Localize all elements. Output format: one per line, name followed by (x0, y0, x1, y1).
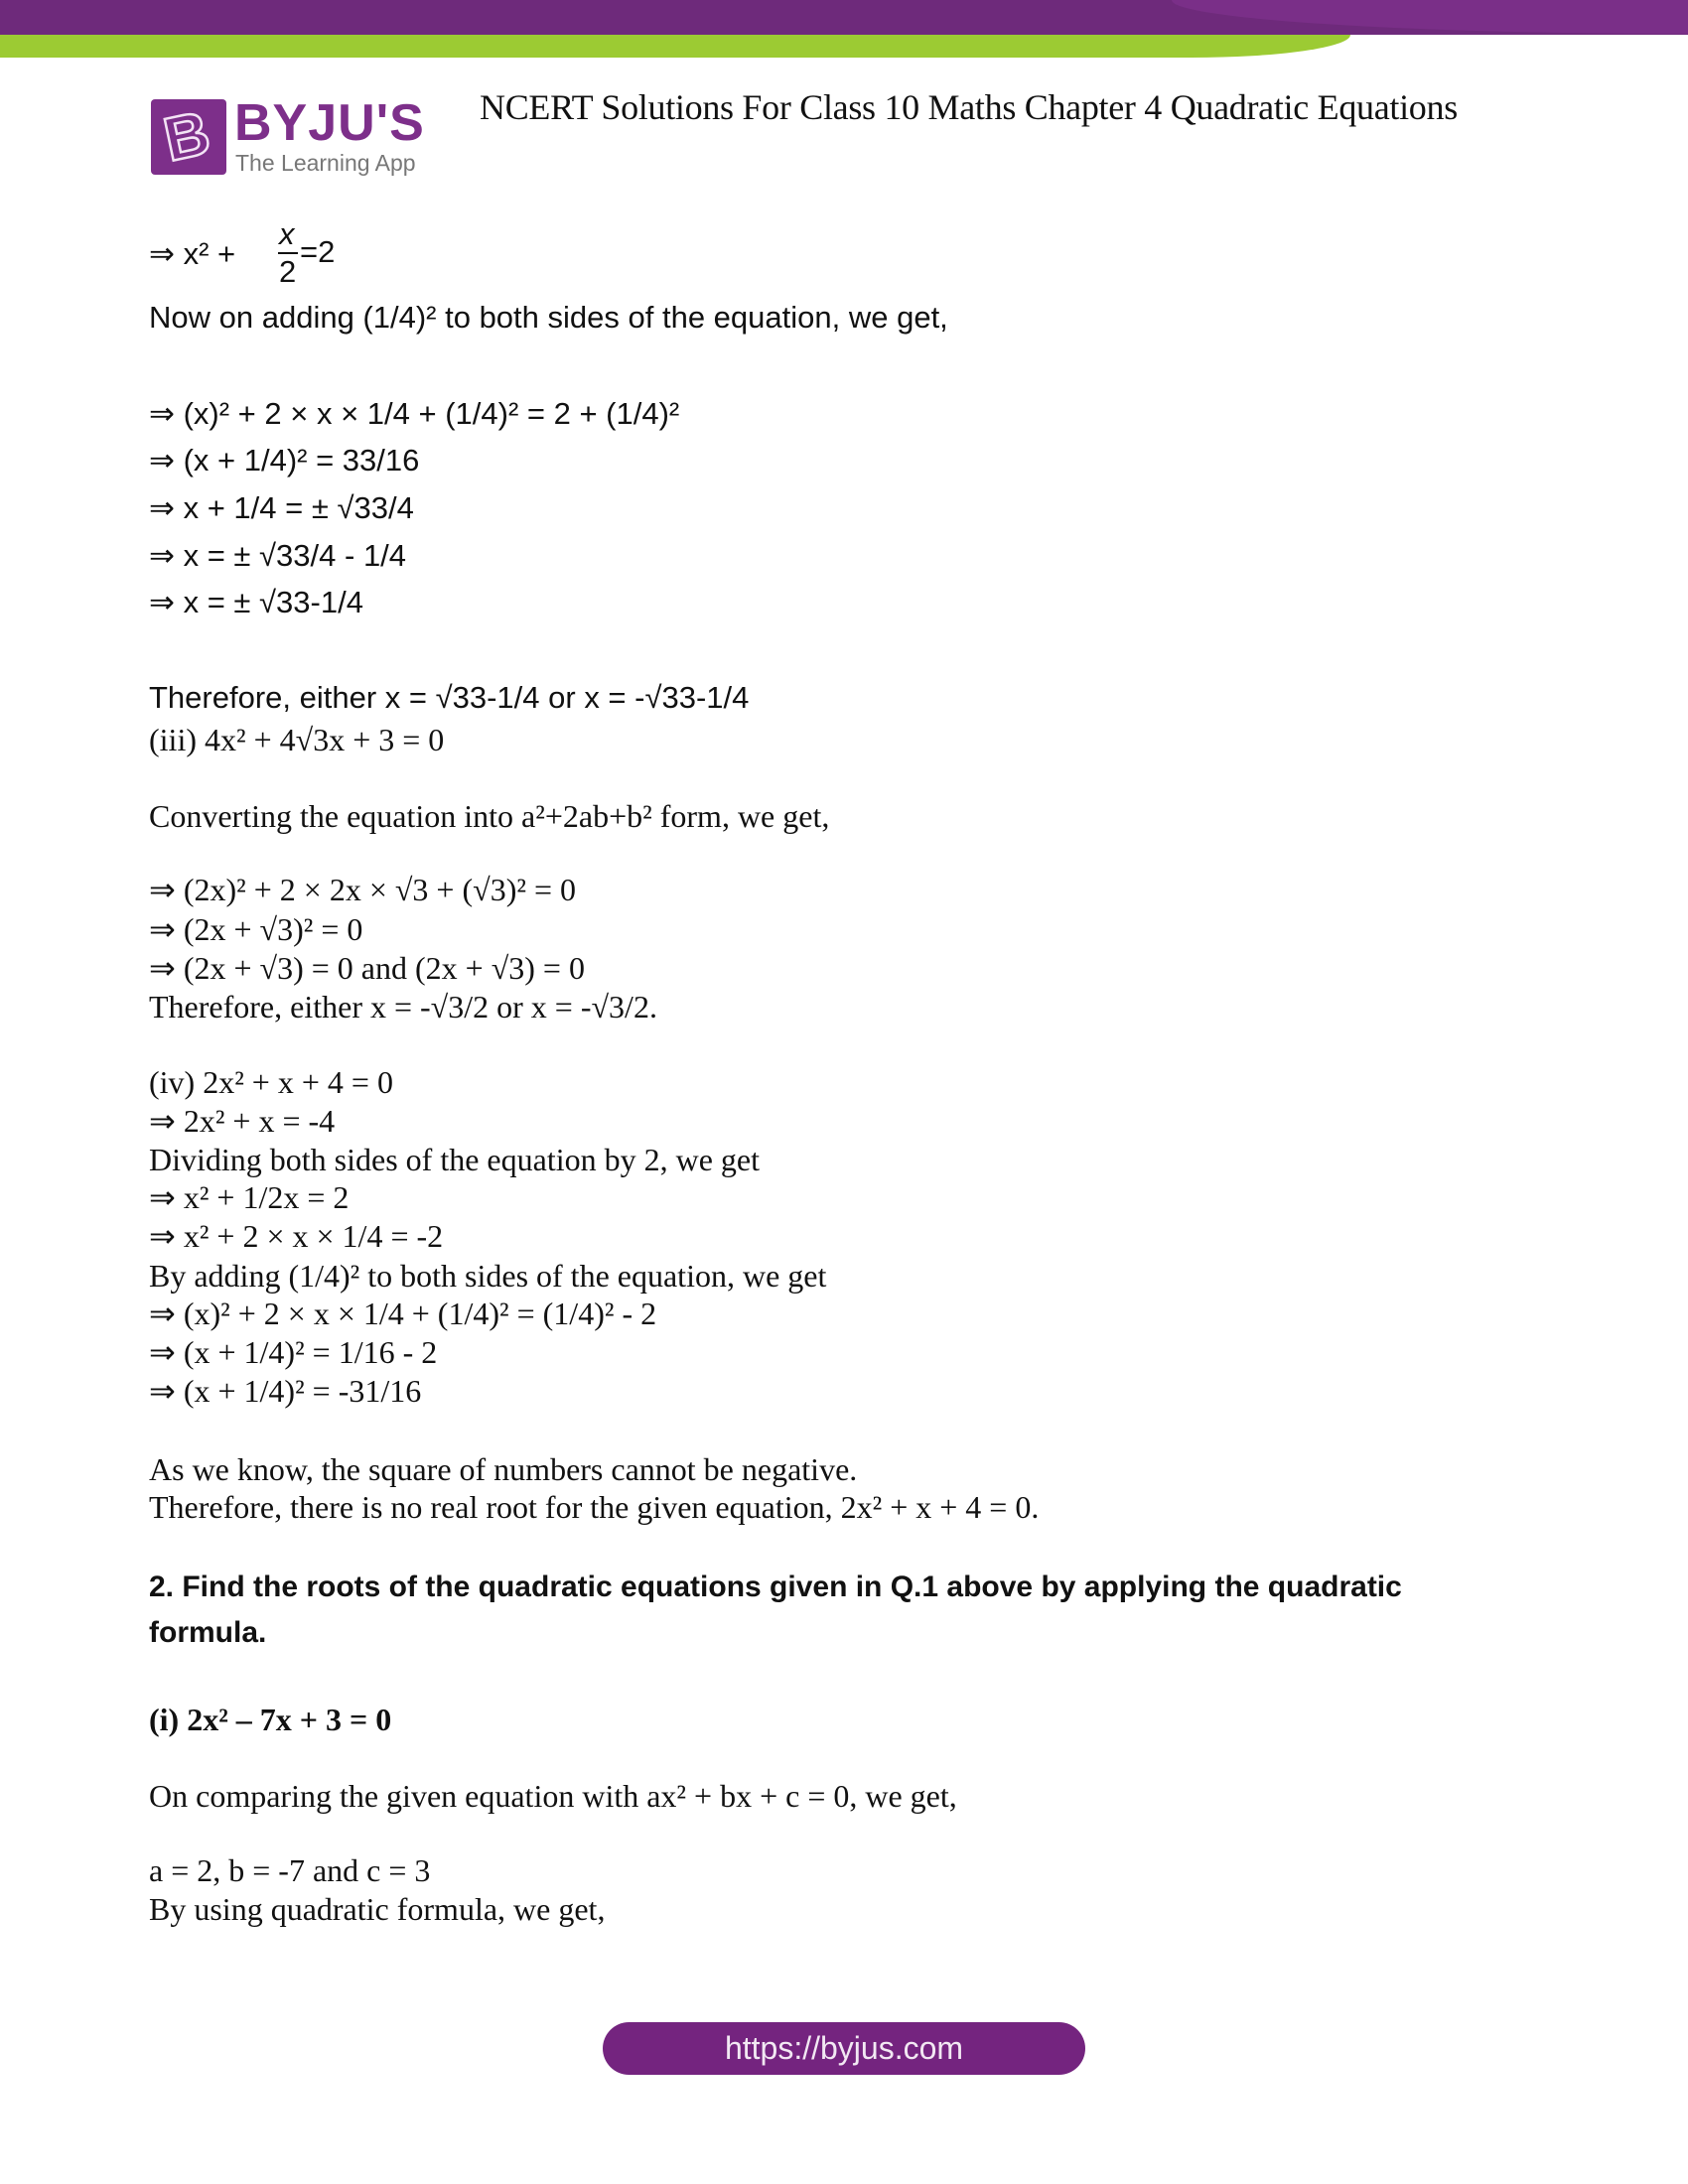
header-green-band (0, 35, 1350, 58)
equation-line: ⇒ (x + 1/4)² = 33/16 (149, 443, 420, 478)
equation-line: ⇒ (x)² + 2 × x × 1/4 + (1/4)² = 2 + (1/4)² (149, 396, 680, 431)
question-heading-cont: formula. (149, 1616, 267, 1649)
text-line: Converting the equation into a²+2ab+b² form, we get, (149, 798, 830, 834)
subquestion-heading: (iv) 2x² + x + 4 = 0 (149, 1064, 393, 1100)
fraction-suffix: =2 (300, 234, 336, 269)
fraction-numerator: x (279, 216, 295, 251)
logo-b-icon: B (151, 99, 226, 175)
equation-line: ⇒ (2x)² + 2 × 2x × √3 + (√3)² = 0 (149, 872, 576, 907)
subquestion-heading: (iii) 4x² + 4√3x + 3 = 0 (149, 722, 445, 757)
equation-line: ⇒ x = ± √33-1/4 (149, 585, 363, 619)
equation-line: ⇒ (x + 1/4)² = 1/16 - 2 (149, 1334, 438, 1370)
fraction-denominator: 2 (279, 254, 297, 289)
text-line: By using quadratic formula, we get, (149, 1891, 606, 1927)
website-link-button[interactable]: https://byjus.com (603, 2022, 1085, 2075)
text-line: On comparing the given equation with ax² + bx + c = 0, we get, (149, 1778, 957, 1814)
document-title: NCERT Solutions For Class 10 Maths Chapter 4 Quadratic Equations (480, 87, 1458, 127)
logo-tagline: The Learning App (235, 150, 416, 176)
text-line: As we know, the square of numbers cannot be negative. (149, 1451, 858, 1487)
fraction-prefix: ⇒ x² + (149, 236, 236, 271)
text-line: By adding (1/4)² to both sides of the equation, we get (149, 1258, 827, 1294)
conclusion-line: Therefore, there is no real root for the given equation, 2x² + x + 4 = 0. (149, 1489, 1040, 1525)
equation-line: ⇒ x² + 1/2x = 2 (149, 1179, 350, 1215)
conclusion-line: Therefore, either x = -√3/2 or x = -√3/2. (149, 989, 657, 1024)
conclusion-line: Therefore, either x = √33-1/4 or x = -√33-1/4 (149, 680, 750, 715)
logo-wordmark: BYJU'S (234, 94, 425, 152)
equation-line: ⇒ 2x² + x = -4 (149, 1103, 336, 1139)
equation-line: ⇒ (x + 1/4)² = -31/16 (149, 1373, 422, 1409)
equation-line: ⇒ x + 1/4 = ± √33/4 (149, 490, 414, 525)
text-line: Now on adding (1/4)² to both sides of the equation, we get, (149, 300, 948, 335)
equation-line: ⇒ x = ± √33/4 - 1/4 (149, 538, 407, 573)
text-line: Dividing both sides of the equation by 2, we get (149, 1142, 761, 1177)
equation-line: ⇒ (2x + √3) = 0 and (2x + √3) = 0 (149, 950, 585, 986)
equation-line: a = 2, b = -7 and c = 3 (149, 1852, 431, 1888)
equation-line: ⇒ x² + 2 × x × 1/4 = -2 (149, 1218, 444, 1254)
equation-line: ⇒ (2x + √3)² = 0 (149, 911, 363, 947)
subquestion-heading: (i) 2x² – 7x + 3 = 0 (149, 1702, 392, 1737)
question-heading: 2. Find the roots of the quadratic equations given in Q.1 above by applying the quadratic (149, 1570, 1402, 1603)
byjus-logo (151, 94, 439, 179)
equation-line: ⇒ (x)² + 2 × x × 1/4 + (1/4)² = (1/4)² - 2 (149, 1296, 657, 1331)
